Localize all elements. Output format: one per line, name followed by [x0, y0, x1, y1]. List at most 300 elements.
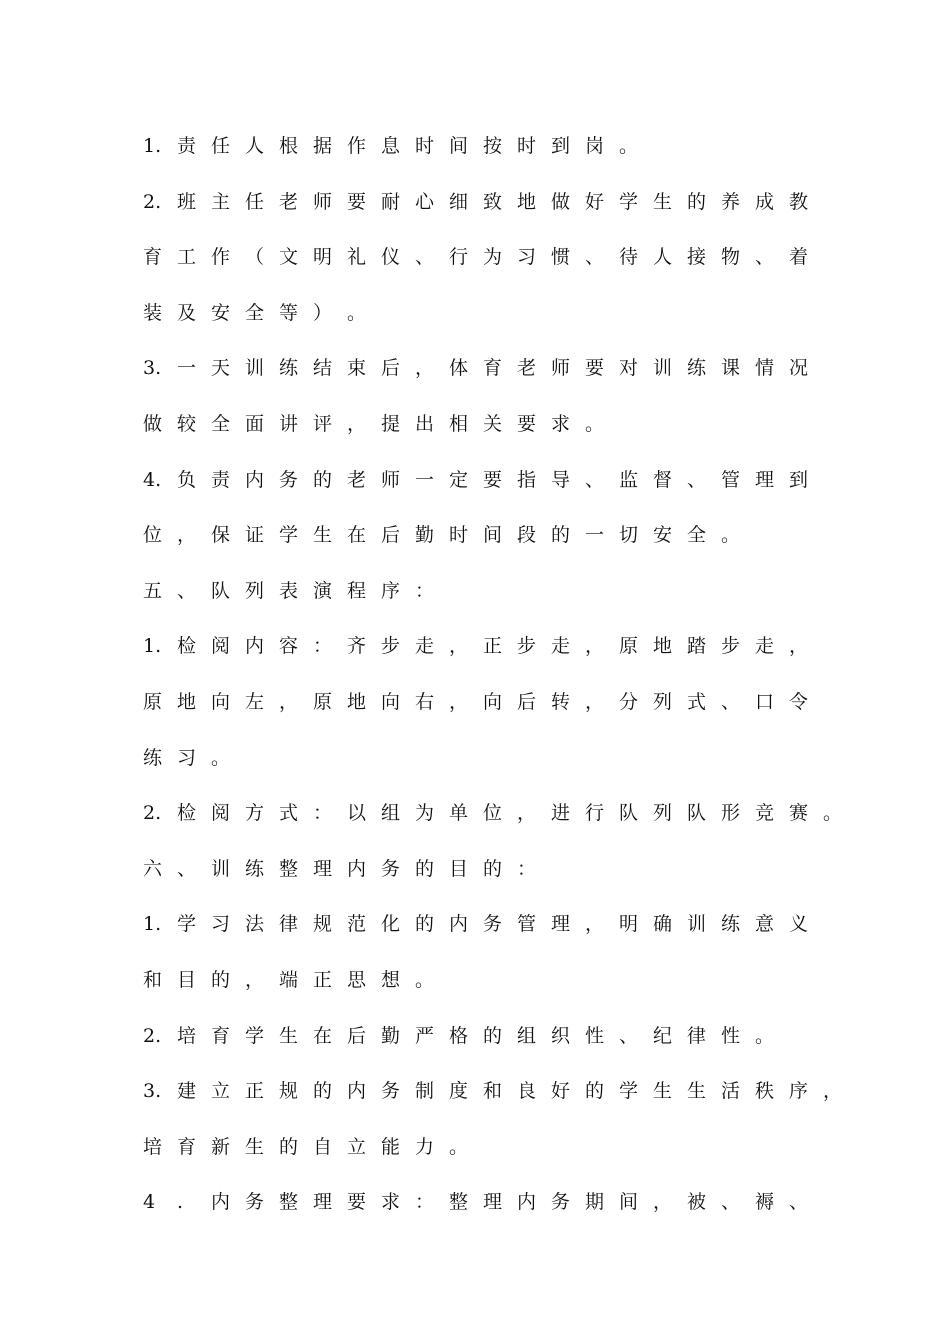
text-glyph: 纪 — [653, 1025, 673, 1047]
section-heading — [143, 576, 449, 606]
section-heading — [143, 854, 551, 884]
text-glyph: 和 — [483, 1080, 503, 1102]
text-glyph: 况 — [789, 357, 809, 379]
text-glyph: 作 — [347, 135, 367, 157]
text-glyph: 的 — [279, 1136, 299, 1158]
text-glyph: 主 — [211, 191, 231, 213]
text-glyph: ， — [585, 913, 605, 935]
text-glyph: 要 — [347, 1191, 367, 1213]
text-glyph: 安 — [211, 302, 231, 324]
text-glyph: 息 — [381, 135, 401, 157]
text-glyph: 的 — [483, 1025, 503, 1047]
text-glyph: ： — [313, 635, 333, 657]
text-glyph: 严 — [415, 1025, 435, 1047]
text-glyph: 成 — [755, 191, 775, 213]
text-glyph: 养 — [721, 191, 741, 213]
text-glyph: 在 — [313, 1025, 333, 1047]
text-glyph: 好 — [551, 1080, 571, 1102]
text-glyph: 阅 — [211, 635, 231, 657]
text-line — [143, 242, 823, 272]
text-glyph: 。 — [619, 135, 639, 157]
text-glyph: 惯 — [551, 246, 571, 268]
text-glyph: 活 — [721, 1080, 741, 1102]
text-glyph: 讲 — [279, 413, 299, 435]
text-glyph: 2. — [143, 191, 162, 213]
text-glyph: 踏 — [687, 635, 707, 657]
text-glyph: 训 — [687, 913, 707, 935]
text-glyph: 时 — [517, 135, 537, 157]
text-glyph: 师 — [551, 357, 571, 379]
text-glyph: 位 — [483, 802, 503, 824]
text-glyph: 向 — [211, 691, 231, 713]
text-glyph: ， — [245, 969, 265, 991]
text-glyph: 制 — [415, 1080, 435, 1102]
text-glyph: 的 — [551, 524, 571, 546]
text-glyph: 规 — [313, 913, 333, 935]
text-glyph: 老 — [279, 191, 299, 213]
text-glyph: 人 — [653, 246, 673, 268]
text-glyph: 地 — [347, 691, 367, 713]
text-glyph: 的 — [483, 858, 503, 880]
text-glyph: 理 — [313, 858, 333, 880]
text-glyph: 岗 — [585, 135, 605, 157]
text-glyph: 端 — [279, 969, 299, 991]
text-glyph: 步 — [381, 635, 401, 657]
text-glyph: 1. — [143, 135, 162, 157]
text-glyph: ， — [789, 635, 809, 657]
text-glyph: 立 — [211, 1080, 231, 1102]
text-glyph: 做 — [551, 191, 571, 213]
text-line — [143, 520, 755, 550]
text-glyph: 。 — [585, 413, 605, 435]
text-glyph: 度 — [449, 1080, 469, 1102]
text-glyph: 、 — [585, 469, 605, 491]
text-line — [143, 1187, 823, 1217]
text-glyph: 学 — [619, 191, 639, 213]
text-glyph: 走 — [415, 635, 435, 657]
text-glyph: 人 — [245, 135, 265, 157]
text-glyph: 、 — [415, 246, 435, 268]
text-glyph: 赛 — [789, 802, 809, 824]
text-glyph: 3. — [143, 357, 162, 379]
text-glyph: 规 — [279, 1080, 299, 1102]
text-glyph: 的 — [313, 1080, 333, 1102]
text-glyph: 耐 — [381, 191, 401, 213]
text-glyph: 列 — [653, 691, 673, 713]
text-glyph: 待 — [619, 246, 639, 268]
text-glyph: 。 — [823, 802, 843, 824]
text-glyph: 接 — [687, 246, 707, 268]
text-glyph: 练 — [687, 357, 707, 379]
text-glyph: 。 — [415, 969, 435, 991]
text-glyph: 、 — [177, 580, 197, 602]
text-glyph: 要 — [585, 357, 605, 379]
text-glyph: 法 — [245, 913, 265, 935]
text-glyph: 致 — [483, 191, 503, 213]
text-glyph: 到 — [789, 469, 809, 491]
text-glyph: 新 — [211, 1136, 231, 1158]
text-line — [143, 965, 449, 995]
text-glyph: 原 — [313, 691, 333, 713]
text-glyph: 格 — [449, 1025, 469, 1047]
text-glyph: 切 — [619, 524, 639, 546]
text-glyph: 方 — [245, 802, 265, 824]
text-glyph: 务 — [381, 1080, 401, 1102]
text-glyph: 务 — [551, 1191, 571, 1213]
text-line — [143, 1076, 857, 1106]
text-glyph: 老 — [347, 469, 367, 491]
text-glyph: 导 — [551, 469, 571, 491]
text-glyph: 、 — [789, 1191, 809, 1213]
text-glyph: 单 — [449, 802, 469, 824]
text-glyph: 对 — [619, 357, 639, 379]
text-glyph: 定 — [449, 469, 469, 491]
text-glyph: 行 — [449, 246, 469, 268]
text-line — [143, 743, 245, 773]
text-glyph: 勤 — [415, 524, 435, 546]
text-glyph: 检 — [177, 802, 197, 824]
text-glyph: 在 — [347, 524, 367, 546]
text-glyph: 细 — [449, 191, 469, 213]
text-glyph: 相 — [449, 413, 469, 435]
text-glyph: 证 — [245, 524, 265, 546]
text-glyph: 习 — [177, 747, 197, 769]
text-glyph: 走 — [551, 635, 571, 657]
text-glyph: 求 — [551, 413, 571, 435]
text-glyph: 令 — [789, 691, 809, 713]
text-glyph: 督 — [653, 469, 673, 491]
text-glyph: 礼 — [347, 246, 367, 268]
text-glyph: 教 — [789, 191, 809, 213]
text-glyph: 育 — [483, 357, 503, 379]
text-glyph: 要 — [517, 413, 537, 435]
text-glyph: 右 — [415, 691, 435, 713]
text-glyph: 学 — [619, 1080, 639, 1102]
text-glyph: 五 — [143, 580, 163, 602]
text-glyph: 等 — [279, 302, 299, 324]
text-glyph: 育 — [177, 1136, 197, 1158]
text-line — [143, 1021, 789, 1051]
text-glyph: 性 — [721, 1025, 741, 1047]
text-glyph: 式 — [279, 802, 299, 824]
text-glyph: 、 — [585, 246, 605, 268]
text-glyph: 为 — [483, 246, 503, 268]
text-glyph: 保 — [211, 524, 231, 546]
text-glyph: 意 — [755, 913, 775, 935]
text-line — [143, 1132, 483, 1162]
text-glyph: 及 — [177, 302, 197, 324]
text-glyph: 理 — [313, 1191, 333, 1213]
text-glyph: ： — [313, 802, 333, 824]
text-glyph: 务 — [483, 913, 503, 935]
text-glyph: 序 — [381, 580, 401, 602]
text-glyph: 、 — [177, 858, 197, 880]
text-glyph: 原 — [619, 635, 639, 657]
text-glyph: 时 — [449, 524, 469, 546]
text-glyph: 理 — [483, 1191, 503, 1213]
text-glyph: 化 — [381, 913, 401, 935]
text-glyph: 关 — [483, 413, 503, 435]
text-glyph: 全 — [211, 413, 231, 435]
text-glyph: ， — [177, 524, 197, 546]
text-glyph: 后 — [381, 524, 401, 546]
text-glyph: 间 — [483, 524, 503, 546]
text-glyph: . — [177, 1191, 184, 1213]
text-line — [143, 687, 823, 717]
text-glyph: ， — [415, 357, 435, 379]
text-glyph: 育 — [143, 246, 163, 268]
text-glyph: 4 — [143, 1191, 156, 1213]
text-glyph: 、 — [755, 246, 775, 268]
text-glyph: 走 — [755, 635, 775, 657]
text-glyph: 培 — [177, 1025, 197, 1047]
text-glyph: 按 — [483, 135, 503, 157]
text-glyph: 育 — [211, 1025, 231, 1047]
text-glyph: 据 — [313, 135, 333, 157]
text-glyph: 生 — [245, 1136, 265, 1158]
text-glyph: 师 — [313, 191, 333, 213]
text-glyph: 义 — [789, 913, 809, 935]
text-glyph: 能 — [381, 1136, 401, 1158]
text-glyph: ， — [517, 802, 537, 824]
text-glyph: 向 — [381, 691, 401, 713]
text-glyph: 队 — [619, 802, 639, 824]
text-glyph: 、 — [721, 1191, 741, 1213]
text-line — [143, 187, 823, 217]
text-glyph: 、 — [687, 469, 707, 491]
text-glyph: 式 — [687, 691, 707, 713]
text-glyph: 责 — [177, 135, 197, 157]
text-glyph: 。 — [755, 1025, 775, 1047]
text-glyph: 习 — [517, 246, 537, 268]
text-glyph: 着 — [789, 246, 809, 268]
text-glyph: 位 — [143, 524, 163, 546]
text-glyph: 口 — [755, 691, 775, 713]
text-glyph: 整 — [449, 1191, 469, 1213]
text-glyph: 原 — [143, 691, 163, 713]
text-glyph: 程 — [347, 580, 367, 602]
text-glyph: 评 — [313, 413, 333, 435]
text-glyph: 范 — [347, 913, 367, 935]
text-glyph: 力 — [415, 1136, 435, 1158]
text-glyph: 学 — [279, 524, 299, 546]
text-glyph: 良 — [517, 1080, 537, 1102]
text-glyph: 的 — [687, 191, 707, 213]
text-glyph: 指 — [517, 469, 537, 491]
text-glyph: 后 — [381, 357, 401, 379]
text-glyph: 学 — [177, 913, 197, 935]
text-glyph: 组 — [381, 802, 401, 824]
text-glyph: 培 — [143, 1136, 163, 1158]
text-glyph: 确 — [653, 913, 673, 935]
text-glyph: 为 — [415, 802, 435, 824]
text-glyph: 段 — [517, 524, 537, 546]
text-glyph: 生 — [653, 1080, 673, 1102]
text-glyph: 练 — [143, 747, 163, 769]
text-glyph: 秩 — [755, 1080, 775, 1102]
text-glyph: 正 — [483, 635, 503, 657]
text-glyph: 竞 — [755, 802, 775, 824]
text-glyph: 训 — [211, 858, 231, 880]
text-glyph: 左 — [245, 691, 265, 713]
text-glyph: 后 — [347, 1025, 367, 1047]
text-glyph: 正 — [245, 1080, 265, 1102]
text-glyph: 性 — [585, 1025, 605, 1047]
text-glyph: 3. — [143, 1080, 162, 1102]
text-glyph: 齐 — [347, 635, 367, 657]
text-glyph: 的 — [585, 1080, 605, 1102]
text-glyph: 训 — [653, 357, 673, 379]
text-glyph: 行 — [585, 802, 605, 824]
text-glyph: ， — [585, 635, 605, 657]
text-glyph: ： — [415, 1191, 435, 1213]
text-glyph: 班 — [177, 191, 197, 213]
text-glyph: 工 — [177, 246, 197, 268]
text-glyph: 务 — [381, 858, 401, 880]
text-glyph: ， — [653, 1191, 673, 1213]
text-glyph: 内 — [517, 1191, 537, 1213]
text-glyph: 六 — [143, 858, 163, 880]
text-glyph: 一 — [415, 469, 435, 491]
text-glyph: 地 — [177, 691, 197, 713]
text-glyph: 容 — [279, 635, 299, 657]
text-glyph: 想 — [381, 969, 401, 991]
text-glyph: 好 — [585, 191, 605, 213]
text-glyph: 和 — [143, 969, 163, 991]
text-glyph: 生 — [313, 524, 333, 546]
text-glyph: 形 — [721, 802, 741, 824]
text-glyph: 建 — [177, 1080, 197, 1102]
text-glyph: 内 — [347, 1080, 367, 1102]
text-glyph: 装 — [143, 302, 163, 324]
text-glyph: 束 — [347, 357, 367, 379]
text-line — [143, 465, 823, 495]
text-glyph: 向 — [483, 691, 503, 713]
text-glyph: 较 — [177, 413, 197, 435]
text-glyph: 步 — [517, 635, 537, 657]
text-glyph: 、 — [619, 1025, 639, 1047]
text-glyph: 任 — [245, 191, 265, 213]
text-glyph: 生 — [279, 1025, 299, 1047]
text-glyph: 理 — [755, 469, 775, 491]
text-glyph: 间 — [449, 135, 469, 157]
text-glyph: 间 — [619, 1191, 639, 1213]
text-glyph: 师 — [381, 469, 401, 491]
text-glyph: 步 — [721, 635, 741, 657]
text-glyph: 明 — [313, 246, 333, 268]
text-glyph: 目 — [177, 969, 197, 991]
text-glyph: 以 — [347, 802, 367, 824]
text-glyph: 体 — [449, 357, 469, 379]
text-glyph: 序 — [789, 1080, 809, 1102]
text-glyph: 要 — [347, 191, 367, 213]
text-glyph: 整 — [279, 858, 299, 880]
text-glyph: 习 — [211, 913, 231, 935]
text-glyph: 务 — [279, 469, 299, 491]
text-glyph: 监 — [619, 469, 639, 491]
text-glyph: 目 — [449, 858, 469, 880]
text-glyph: 内 — [245, 469, 265, 491]
text-line — [143, 631, 823, 661]
text-glyph: 练 — [721, 913, 741, 935]
text-glyph: 提 — [381, 413, 401, 435]
text-glyph: 仪 — [381, 246, 401, 268]
text-glyph: ） — [313, 302, 333, 324]
text-glyph: 被 — [687, 1191, 707, 1213]
text-line — [143, 298, 381, 328]
text-glyph: 全 — [687, 524, 707, 546]
text-glyph: 务 — [245, 1191, 265, 1213]
text-glyph: 出 — [415, 413, 435, 435]
text-glyph: ， — [449, 635, 469, 657]
text-glyph: ， — [449, 691, 469, 713]
text-line — [143, 798, 857, 828]
text-glyph: 列 — [245, 580, 265, 602]
text-glyph: 根 — [279, 135, 299, 157]
text-line — [143, 909, 823, 939]
text-line — [143, 353, 823, 383]
text-glyph: ： — [517, 858, 537, 880]
text-glyph: 期 — [585, 1191, 605, 1213]
text-glyph: 律 — [279, 913, 299, 935]
text-glyph: 组 — [517, 1025, 537, 1047]
text-glyph: 练 — [245, 858, 265, 880]
text-glyph: 自 — [313, 1136, 333, 1158]
text-glyph: 正 — [313, 969, 333, 991]
text-glyph: 地 — [517, 191, 537, 213]
text-glyph: 1. — [143, 913, 162, 935]
text-glyph: 分 — [619, 691, 639, 713]
text-glyph: 管 — [721, 469, 741, 491]
text-glyph: 地 — [653, 635, 673, 657]
text-glyph: 一 — [177, 357, 197, 379]
text-glyph: 要 — [483, 469, 503, 491]
text-glyph: 生 — [687, 1080, 707, 1102]
text-glyph: 的 — [415, 858, 435, 880]
text-glyph: 演 — [313, 580, 333, 602]
text-glyph: 、 — [721, 691, 741, 713]
text-glyph: 管 — [517, 913, 537, 935]
text-glyph: 到 — [551, 135, 571, 157]
text-glyph: 1. — [143, 635, 162, 657]
text-glyph: 阅 — [211, 802, 231, 824]
text-glyph: 。 — [721, 524, 741, 546]
text-glyph: 列 — [653, 802, 673, 824]
text-glyph: 训 — [245, 357, 265, 379]
text-glyph: 文 — [279, 246, 299, 268]
text-glyph: 练 — [279, 357, 299, 379]
text-glyph: ： — [415, 580, 435, 602]
text-glyph: 理 — [551, 913, 571, 935]
text-glyph: 任 — [211, 135, 231, 157]
text-glyph: 生 — [653, 191, 673, 213]
text-glyph: 结 — [313, 357, 333, 379]
text-glyph: 4. — [143, 469, 162, 491]
text-glyph: ， — [585, 691, 605, 713]
text-glyph: 的 — [211, 969, 231, 991]
text-glyph: 。 — [347, 302, 367, 324]
text-glyph: 心 — [415, 191, 435, 213]
text-glyph: 一 — [585, 524, 605, 546]
text-glyph: 课 — [721, 357, 741, 379]
text-glyph: 勤 — [381, 1025, 401, 1047]
text-glyph: 整 — [279, 1191, 299, 1213]
text-line — [143, 131, 653, 161]
text-glyph: 思 — [347, 969, 367, 991]
text-glyph: 内 — [211, 1191, 231, 1213]
text-glyph: 负 — [177, 469, 197, 491]
text-glyph: 责 — [211, 469, 231, 491]
